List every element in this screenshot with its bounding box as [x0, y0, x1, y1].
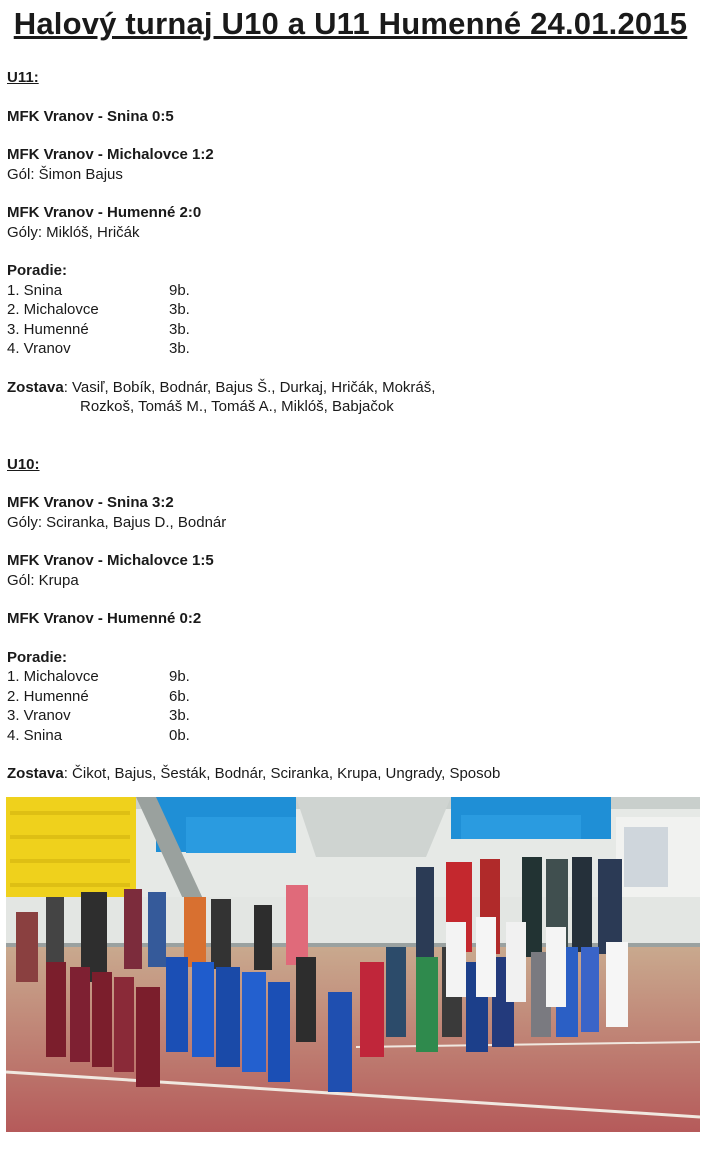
- u10-match-1-goals: Góly: Sciranka, Bajus D., Bodnár: [7, 513, 227, 531]
- u11-standings-row: [7, 300, 697, 320]
- standings-points: 9b.: [169, 281, 190, 299]
- u11-match-2: MFK Vranov - Michalovce 1:2: [7, 146, 214, 163]
- u11-match-2-goals: Gól: Šimon Bajus: [7, 165, 123, 183]
- standings-points: 3b.: [169, 320, 190, 338]
- u10-match-3: MFK Vranov - Humenné 0:2: [7, 610, 202, 627]
- u11-lineup: [7, 378, 697, 417]
- u11-match-3: MFK Vranov - Humenné 2:0: [7, 204, 202, 221]
- standings-points: 6b.: [169, 687, 190, 705]
- u10-standings-row: [7, 726, 697, 746]
- u10-match-1: MFK Vranov - Snina 3:2: [7, 494, 174, 511]
- team-photo: [6, 797, 700, 1132]
- standings-team: 2. Michalovce: [7, 301, 99, 318]
- standings-team: 4. Snina: [7, 726, 63, 744]
- standings-team: 2. Humenné: [7, 687, 89, 705]
- u10-lineup-label: Zostava: [7, 765, 64, 782]
- u10-standings-label: Poradie:: [7, 648, 68, 666]
- u11-match-1: MFK Vranov - Snina 0:5: [7, 107, 174, 125]
- u11-lineup-line-2: Rozkoš, Tomáš M., Tomáš A., Miklóš, Babjačok: [80, 398, 394, 415]
- u10-heading: U10:: [7, 455, 40, 473]
- standings-points: 3b.: [169, 707, 190, 724]
- page-title: Halový turnaj U10 a U11 Humenné 24.01.2015: [13, 6, 688, 41]
- u11-standings-row: [7, 281, 697, 301]
- u10-lineup: [7, 764, 697, 784]
- standings-points: 9b.: [169, 668, 190, 685]
- standings-team: 3. Vranov: [7, 707, 71, 724]
- u11-match-3-goals: Góly: Miklóš, Hričák: [7, 223, 140, 241]
- standings-team: 3. Humenné: [7, 320, 89, 338]
- u11-standings-label: Poradie:: [7, 262, 68, 279]
- u11-standings-row: [7, 339, 697, 359]
- u11-heading: U11:: [7, 69, 39, 86]
- standings-team: 1. Michalovce: [7, 668, 99, 685]
- u10-match-2: MFK Vranov - Michalovce 1:5: [7, 552, 214, 569]
- standings-points: 3b.: [169, 301, 190, 318]
- u10-standings-row: [7, 687, 697, 707]
- document-body: [7, 68, 697, 784]
- u10-lineup-line-1: : Čikot, Bajus, Šesták, Bodnár, Sciranka, Krupa, Ungrady, Sposob: [63, 765, 501, 782]
- standings-team: 4. Vranov: [7, 340, 71, 357]
- standings-points: 0b.: [169, 726, 190, 744]
- u11-lineup-line-1: : Vasiľ, Bobík, Bodnár, Bajus Š., Durkaj, Hričák, Mokráš,: [63, 378, 436, 396]
- u11-standings-row: [7, 320, 697, 340]
- u10-standings-row: [7, 667, 697, 687]
- standings-team: 1. Snina: [7, 281, 63, 299]
- u11-lineup-label: Zostava: [7, 378, 64, 396]
- u10-match-2-goals: Gól: Krupa: [7, 571, 79, 589]
- u10-standings-row: [7, 706, 697, 726]
- standings-points: 3b.: [169, 340, 190, 357]
